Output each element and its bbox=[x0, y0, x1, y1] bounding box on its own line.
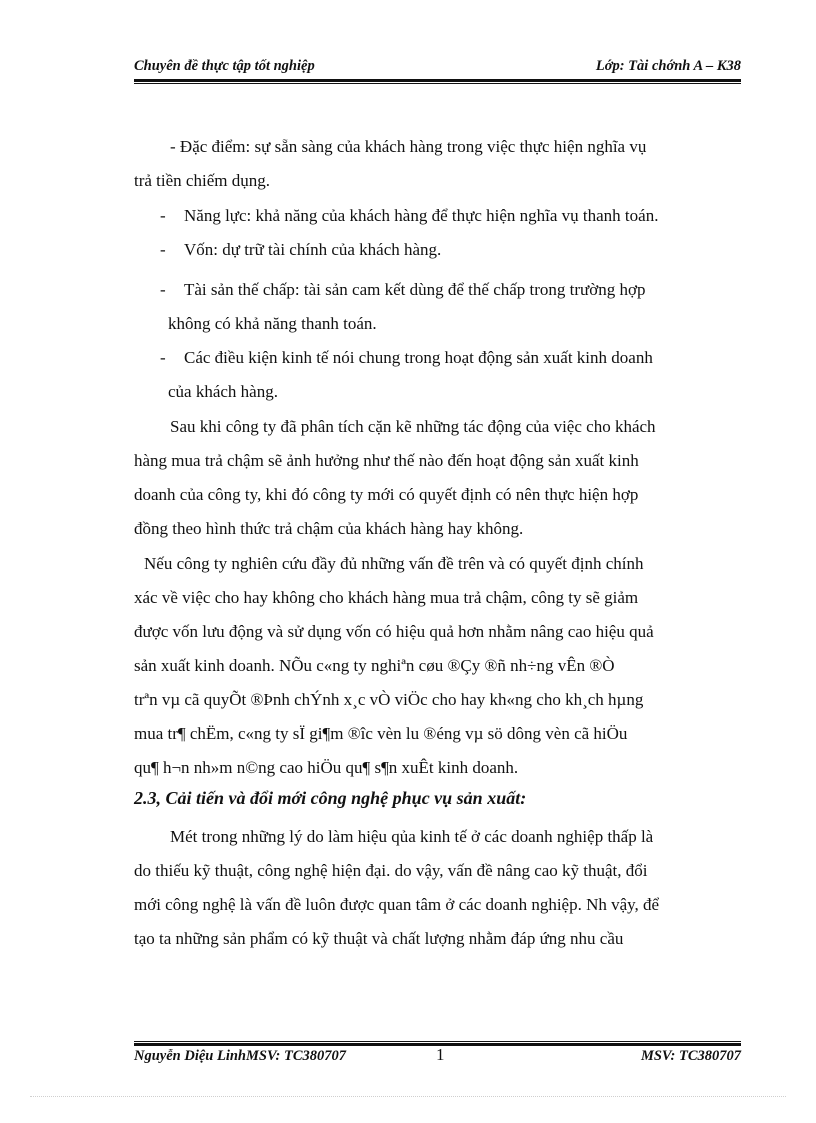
text-line: - Đặc điểm: sự sẵn sàng của khách hàng trong việc thực hiện nghĩa vụ bbox=[170, 137, 647, 156]
text-line: mới công nghệ là vấn đề luôn được quan tâm ở các doanh nghiệp. Nh vậy, để bbox=[134, 895, 660, 914]
text-line: được vốn lưu động và sử dụng vốn có hiệu quả hơn nhằm nâng cao hiệu quả bbox=[134, 622, 654, 641]
bullet-item: Tài sản thế chấp: tài sản cam kết dùng để thế chấp trong trường hợp bbox=[184, 280, 646, 299]
page-edge-divider bbox=[30, 1096, 786, 1097]
section-heading: 2.3, Cải tiến và đổi mới công nghệ phục vụ sản xuất: bbox=[134, 788, 527, 808]
text-line: đồng theo hình thức trả chậm của khách hàng hay không. bbox=[134, 519, 524, 538]
bullet-dash: - bbox=[160, 206, 166, 225]
text-line: mua tr¶ chËm, c«ng ty sÏ gi¶m ®îc vèn lu ®éng vµ sö dông vèn cã hiÖu bbox=[134, 724, 628, 743]
header-rule bbox=[134, 79, 741, 84]
bullet-item-cont: không có khả năng thanh toán. bbox=[168, 314, 377, 333]
page-header bbox=[134, 56, 741, 78]
bullet-dash: - bbox=[160, 348, 166, 367]
footer-student-id: MSV: TC380707 bbox=[640, 1048, 741, 1064]
bullet-dash: - bbox=[160, 240, 166, 259]
bullet-item: Các điều kiện kinh tế nói chung trong hoạt động sản xuất kinh doanh bbox=[184, 348, 653, 367]
bullet-item-cont: của khách hàng. bbox=[168, 382, 278, 401]
text-line: doanh của công ty, khi đó công ty mới có quyết định có nên thực hiện hợp bbox=[134, 485, 639, 504]
text-line: do thiếu kỹ thuật, công nghệ hiện đại. do vậy, vấn đề nâng cao kỹ thuật, đổi bbox=[134, 861, 648, 880]
text-line: trả tiền chiếm dụng. bbox=[134, 171, 270, 190]
text-line: hàng mua trả chậm sẽ ảnh hưởng như thế nào đến hoạt động sản xuất kinh bbox=[134, 451, 639, 470]
text-line: Nếu công ty nghiên cứu đầy đủ những vấn đề trên và có quyết định chính bbox=[144, 554, 644, 573]
header-title: Chuyên đề thực tập tốt nghiệp bbox=[134, 58, 315, 74]
text-line: trªn vµ cã quyÕt ®Þnh chÝnh x¸c vÒ viÖc cho hay kh«ng cho kh¸ch hµng bbox=[134, 690, 644, 709]
footer-author: Nguyễn Diệu LinhMSV: TC380707 bbox=[134, 1048, 347, 1064]
text-line: xác về việc cho hay không cho khách hàng mua trả chậm, công ty sẽ giảm bbox=[134, 588, 639, 607]
text-line: Sau khi công ty đã phân tích cặn kẽ những tác động của việc cho khách bbox=[170, 417, 656, 436]
page-number: 1 bbox=[436, 1045, 445, 1064]
text-line: qu¶ h¬n nh»m n©ng cao hiÖu qu¶ s¶n xuÊt kinh doanh. bbox=[134, 758, 519, 777]
bullet-item: Vốn: dự trữ tài chính của khách hàng. bbox=[184, 240, 442, 259]
bullet-dash: - bbox=[160, 280, 166, 299]
bullet-item: Năng lực: khả năng của khách hàng để thực hiện nghĩa vụ thanh toán. bbox=[184, 206, 659, 225]
header-class: Lớp: Tài chớnh A – K38 bbox=[595, 58, 741, 74]
text-line: tạo ta những sản phẩm có kỹ thuật và chất lượng nhằm đáp ứng nhu cầu bbox=[134, 929, 624, 948]
page-footer bbox=[134, 1047, 741, 1069]
text-line: Mét trong những lý do làm hiệu qủa kinh tế ở các doanh nghiệp thấp là bbox=[170, 827, 654, 846]
text-line: sản xuất kinh doanh. NÕu c«ng ty nghiªn cøu ®Çy ®ñ nh÷ng vÊn ®Ò bbox=[134, 656, 615, 675]
